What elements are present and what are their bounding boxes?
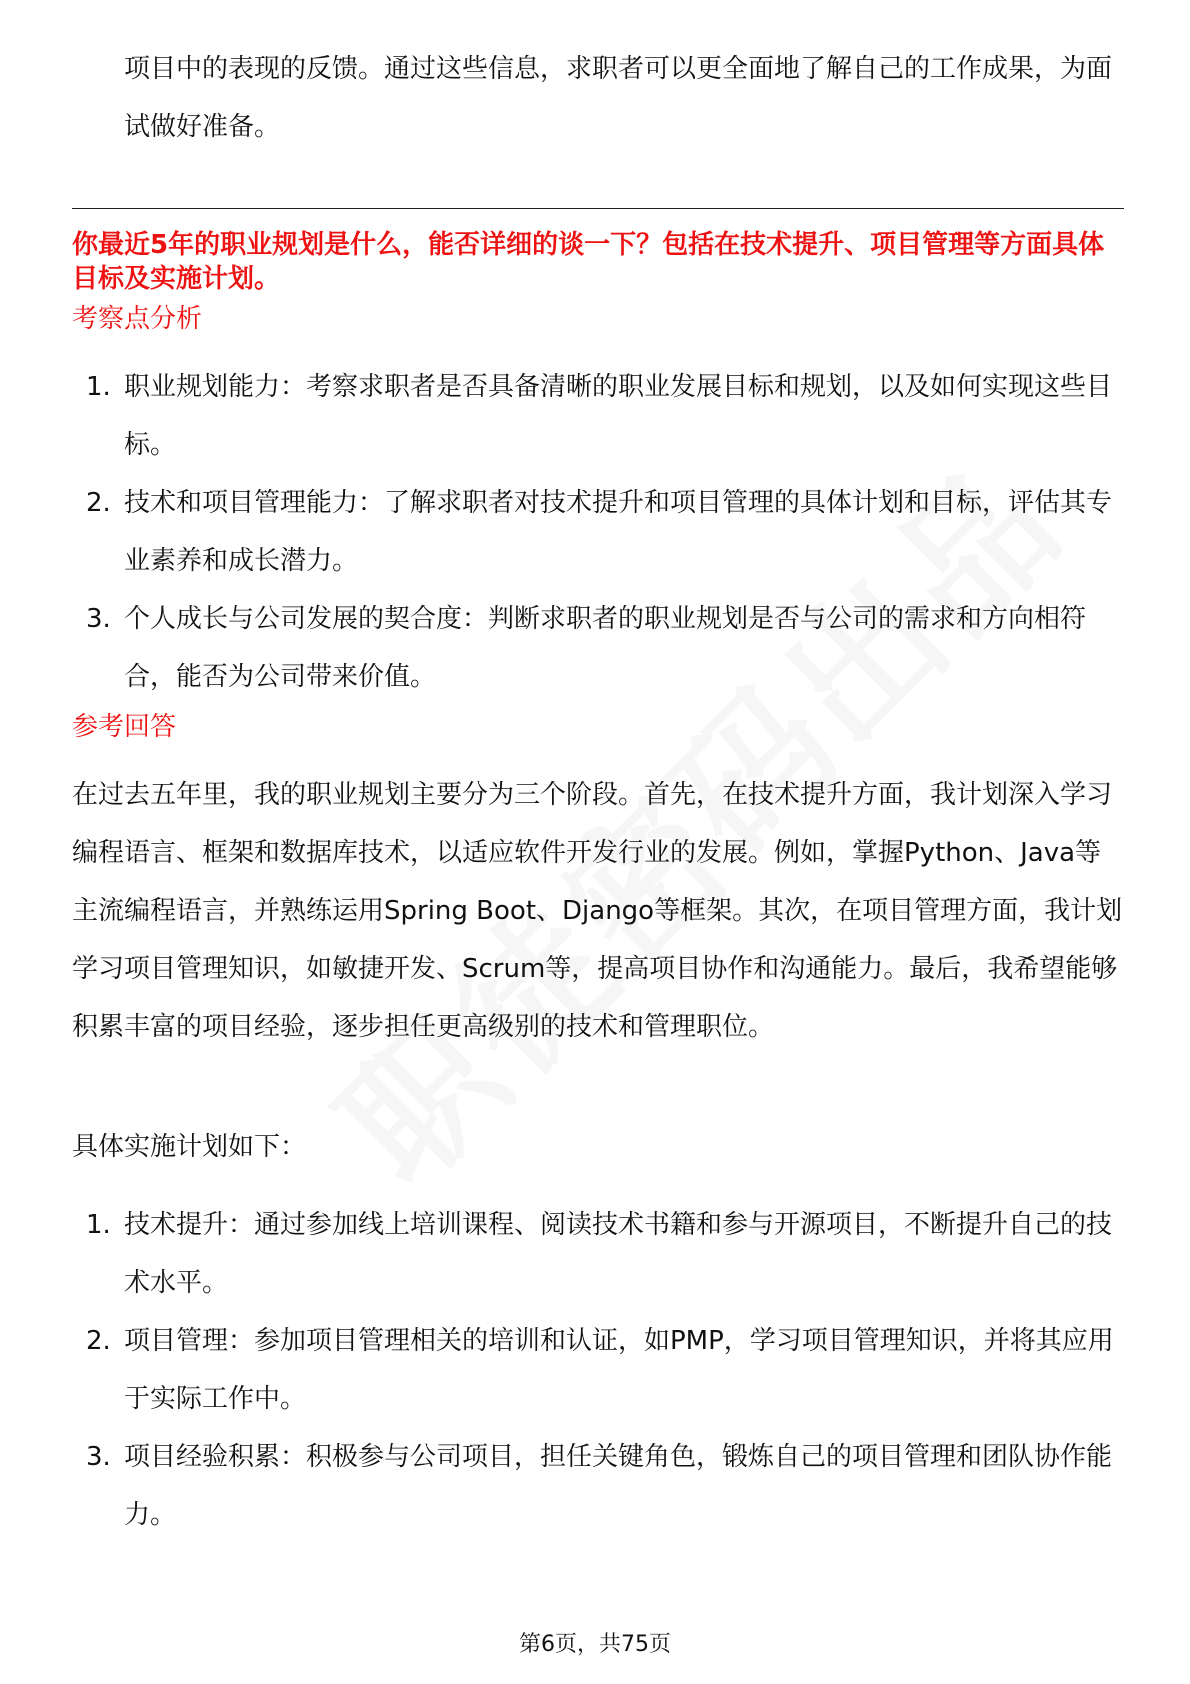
list-item <box>72 474 1124 590</box>
list-item <box>72 590 1124 706</box>
list-item-number: 3. <box>86 604 111 634</box>
plan-intro: 具体实施计划如下： <box>72 1132 307 1162</box>
list-item <box>72 358 1124 474</box>
list-item <box>72 1312 1124 1428</box>
question-heading: 你最近5年的职业规划是什么，能否详细的谈一下？包括在技术提升、项目管理等方面具体目标及实施计划。 <box>72 230 1105 294</box>
list-item <box>72 1196 1124 1312</box>
answer-heading: 参考回答 <box>72 712 177 742</box>
list-item-text: 技术提升：通过参加线上培训课程、阅读技术书籍和参与开源项目，不断提升自己的技术水平。 <box>124 1210 1113 1298</box>
page-footer: 第6页，共75页 <box>519 1632 671 1657</box>
section-divider <box>72 208 1124 209</box>
list-item-number: 3. <box>86 1442 111 1472</box>
list-item-number: 2. <box>86 488 111 518</box>
list-item-text: 职业规划能力：考察求职者是否具备清晰的职业发展目标和规划，以及如何实现这些目标。 <box>124 372 1113 460</box>
list-item-text: 项目管理：参加项目管理相关的培训和认证，如PMP，学习项目管理知识，并将其应用于实际工作中。 <box>124 1326 1114 1414</box>
list-item-text: 技术和项目管理能力：了解求职者对技术提升和项目管理的具体计划和目标，评估其专业素养和成长潜力。 <box>124 488 1113 576</box>
list-item <box>72 1428 1124 1544</box>
list-item-number: 2. <box>86 1326 111 1356</box>
list-item-number: 1. <box>86 372 111 402</box>
analysis-heading: 考察点分析 <box>72 304 203 334</box>
analysis-list <box>72 358 1124 706</box>
list-item-text: 项目经验积累：积极参与公司项目，担任关键角色，锻炼自己的项目管理和团队协作能力。 <box>124 1442 1113 1530</box>
plan-list <box>72 1196 1124 1544</box>
intro-paragraph: 项目中的表现的反馈。通过这些信息，求职者可以更全面地了解自己的工作成果，为面试做好准备。 <box>124 54 1113 142</box>
answer-paragraph: 在过去五年里，我的职业规划主要分为三个阶段。首先，在技术提升方面，我计划深入学习编程语言、框架和数据库技术，以适应软件开发行业的发展。例如，掌握Python、Java等主流编程语言，并熟练运用Spring Boot、Django等框架。其次，在项目管理方面，我计划学习项目管理知识，如敏捷开发、Scrum等，提高项目协作和沟通能力。最后，我希望能够积累丰富的项目经验，逐步担任更高级别的技术和管理职位。 <box>72 780 1123 1042</box>
list-item-number: 1. <box>86 1210 111 1240</box>
list-item-text: 个人成长与公司发展的契合度：判断求职者的职业规划是否与公司的需求和方向相符合，能否为公司带来价值。 <box>124 604 1087 692</box>
